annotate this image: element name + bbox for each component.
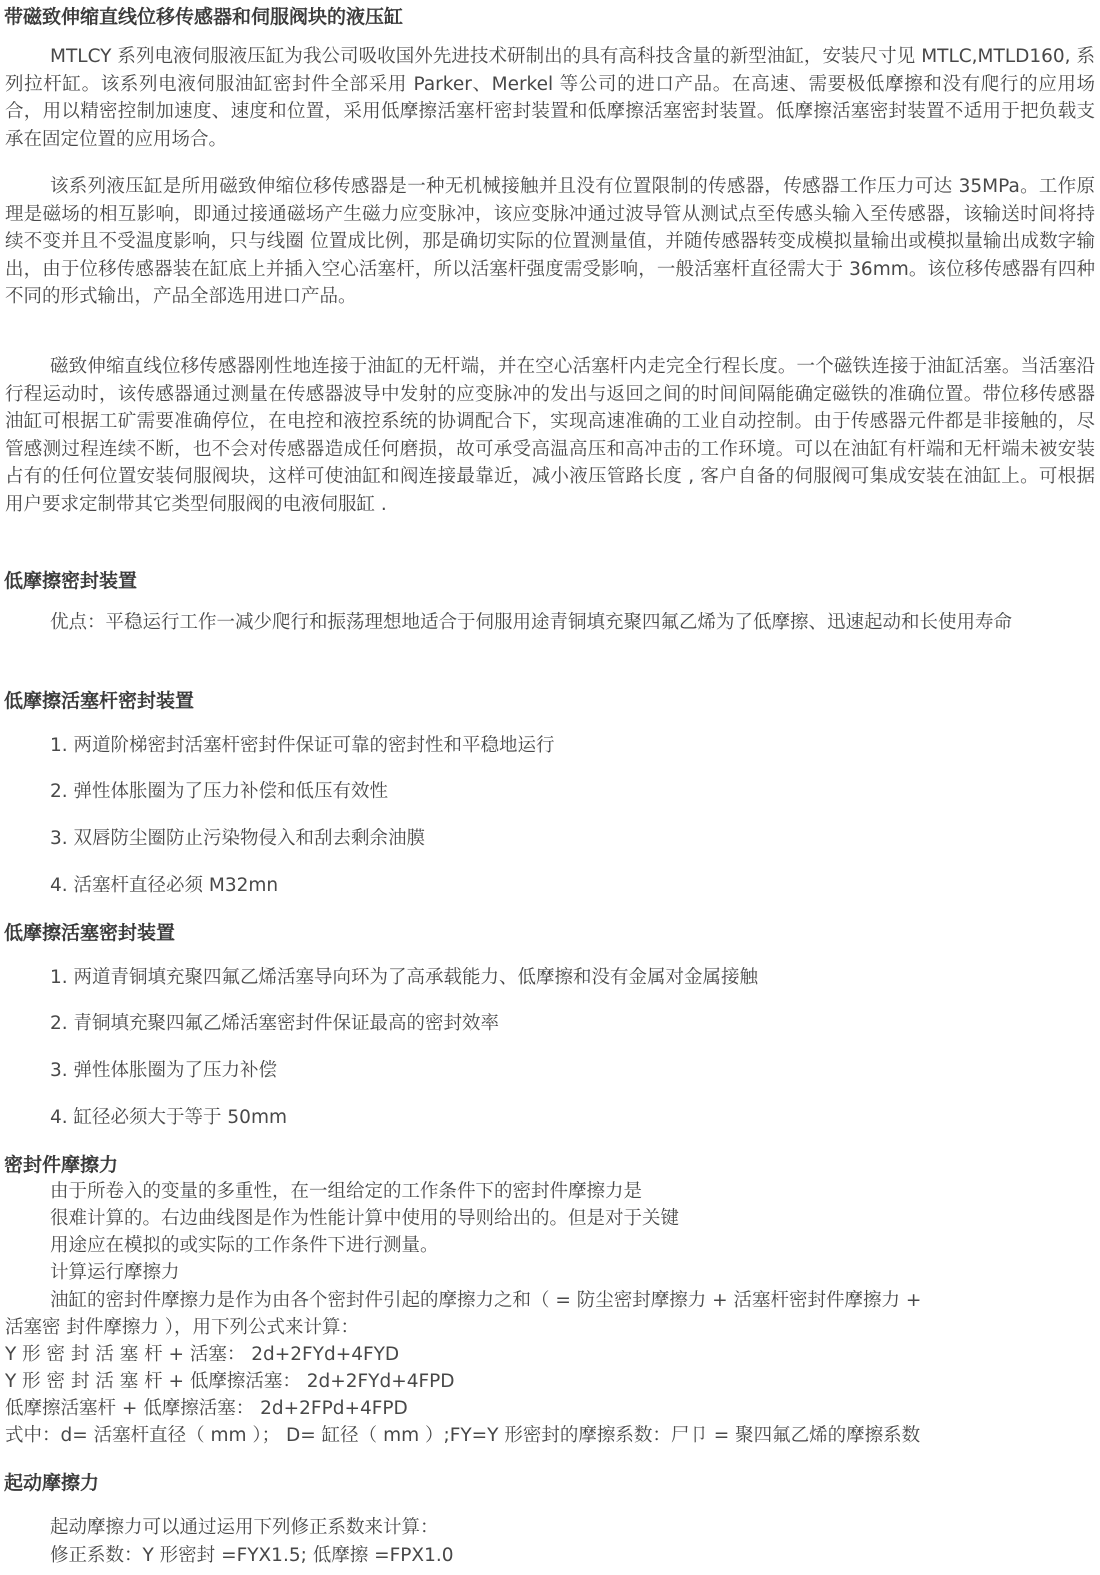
- intro-paragraph-1: MTLCY 系列电液伺服液压缸为我公司吸收国外先进技术研制出的具有高科技含量的新型油缸，安装尺寸见 MTLC,MTLD160, 系列拉杆缸。该系列电液伺服油缸密封件全部采用 Parker、Merkel 等公司的进口产品。在高速、需要极低摩擦和没有爬行的应用场合，用以精密控制加速度、速度和位置，采用低摩擦活塞杆密封装置和低摩擦活塞密封装置。低摩擦活塞密封装置不适用于把负载支承在固定位置的应用场合。: [5, 46, 1095, 150]
- piston-seal-item-4: 4. 缸径必须大于等于 50mm: [50, 1107, 287, 1128]
- startup-line-2: 修正系数：Y 形密封 =FYX1.5; 低摩擦 =FPX1.0: [50, 1545, 454, 1566]
- piston-seal-item-3: 3. 弹性体胀圈为了压力补偿: [50, 1060, 278, 1081]
- intro-paragraph-2: 该系列液压缸是所用磁致伸缩位移传感器是一种无机械接触并且没有位置限制的传感器，传感器工作压力可达 35MPa。工作原理是磁场的相互影响，即通过接通磁场产生磁力应变脉冲，该应变脉冲通过波导管从测试点至传感头输入至传感器，该输送时间将持续不变并且不受温度影响，只与线圈 位置成比例，那是确切实际的位置测量值，并随传感器转变成模拟量输出或模拟量输出成数字输出，由于位移传感器装在缸底上并插入空心活塞杆，所以活塞杆强度需受影响，一般活塞杆直径需大于 36mm。该位移传感器有四种不同的形式输出，产品全部选用进口产品。: [5, 176, 1095, 307]
- rod-seal-item-4: 4. 活塞杆直径必须 M32mn: [50, 875, 279, 896]
- formula-legend: 式中：d= 活塞杆直径（ mm ）； D= 缸径（ mm ）;FY=Y 形密封的摩擦系数：尸卩 = 聚四氟乙烯的摩擦系数: [5, 1425, 921, 1446]
- low-friction-seal-heading: 低摩擦密封装置: [4, 570, 138, 592]
- formula-line-2: Y 形 密 封 活 塞 杆 + 低摩擦活塞： 2d+2FYd+4FPD: [5, 1371, 455, 1392]
- piston-seal-item-1: 1. 两道青铜填充聚四氟乙烯活塞导向环为了高承载能力、低摩擦和没有金属对金属接触: [50, 967, 759, 988]
- friction-line-2: 很难计算的。右边曲线图是作为性能计算中使用的导则给出的。但是对于关键: [50, 1208, 680, 1229]
- page-title: 带磁致伸缩直线位移传感器和伺服阀块的液压缸: [4, 6, 404, 28]
- friction-line-6: 活塞密 封件摩擦力 ），用下列公式来计算：: [5, 1317, 360, 1338]
- rod-seal-heading: 低摩擦活塞杆密封装置: [4, 690, 195, 712]
- friction-line-5: 油缸的密封件摩擦力是作为由各个密封件引起的摩擦力之和（ = 防尘密封摩擦力 + 活塞杆密封件摩擦力 +: [50, 1290, 922, 1311]
- startup-line-1: 起动摩擦力可以通过运用下列修正系数来计算：: [50, 1517, 439, 1538]
- formula-line-3: 低摩擦活塞杆 + 低摩擦活塞： 2d+2FPd+4FPD: [5, 1398, 408, 1419]
- low-friction-seal-text: 优点：平稳运行工作一减少爬行和振荡理想地适合于伺服用途青铜填充聚四氟乙烯为了低摩擦、迅速起动和长使用寿命: [50, 612, 1013, 633]
- intro-paragraph-3: 磁致伸缩直线位移传感器刚性地连接于油缸的无杆端，并在空心活塞杆内走完全行程长度。一个磁铁连接于油缸活塞。当活塞沿行程运动时，该传感器通过测量在传感器波导中发射的应变脉冲的发出与返回之间的时间间隔能确定磁铁的准确位置。带位移传感器油缸可根据工矿需要准确停位，在电控和液控系统的协调配合下，实现高速准确的工业自动控制。由于传感器元件都是非接触的，尽管感测过程连续不断，也不会对传感器造成任何磨损，故可承受高温高压和高冲击的工作环境。可以在油缸有杆端和无杆端未被安装占有的任何位置安装伺服阀块，这样可使油缸和阀连接最靠近，减小液压管路长度 , 客户自备的伺服阀可集成安装在油缸上。可根据用户要求定制带其它类型伺服阀的电液伺服缸 .: [5, 356, 1095, 515]
- piston-seal-item-2: 2. 青铜填充聚四氟乙烯活塞密封件保证最高的密封效率: [50, 1013, 500, 1034]
- piston-seal-heading: 低摩擦活塞密封装置: [4, 922, 176, 944]
- friction-line-4: 计算运行摩擦力: [50, 1262, 180, 1283]
- rod-seal-item-2: 2. 弹性体胀圈为了压力补偿和低压有效性: [50, 781, 389, 802]
- startup-friction-heading: 起动摩擦力: [4, 1472, 100, 1494]
- friction-line-3: 用途应在模拟的或实际的工作条件下进行测量。: [50, 1235, 439, 1256]
- rod-seal-item-3: 3. 双唇防尘圈防止污染物侵入和刮去剩余油膜: [50, 828, 426, 849]
- friction-line-1: 由于所卷入的变量的多重性，在一组给定的工作条件下的密封件摩擦力是: [50, 1181, 643, 1202]
- rod-seal-item-1: 1. 两道阶梯密封活塞杆密封件保证可靠的密封性和平稳地运行: [50, 735, 555, 756]
- seal-friction-heading: 密封件摩擦力: [4, 1154, 119, 1176]
- formula-line-1: Y 形 密 封 活 塞 杆 + 活塞： 2d+2FYd+4FYD: [5, 1344, 400, 1365]
